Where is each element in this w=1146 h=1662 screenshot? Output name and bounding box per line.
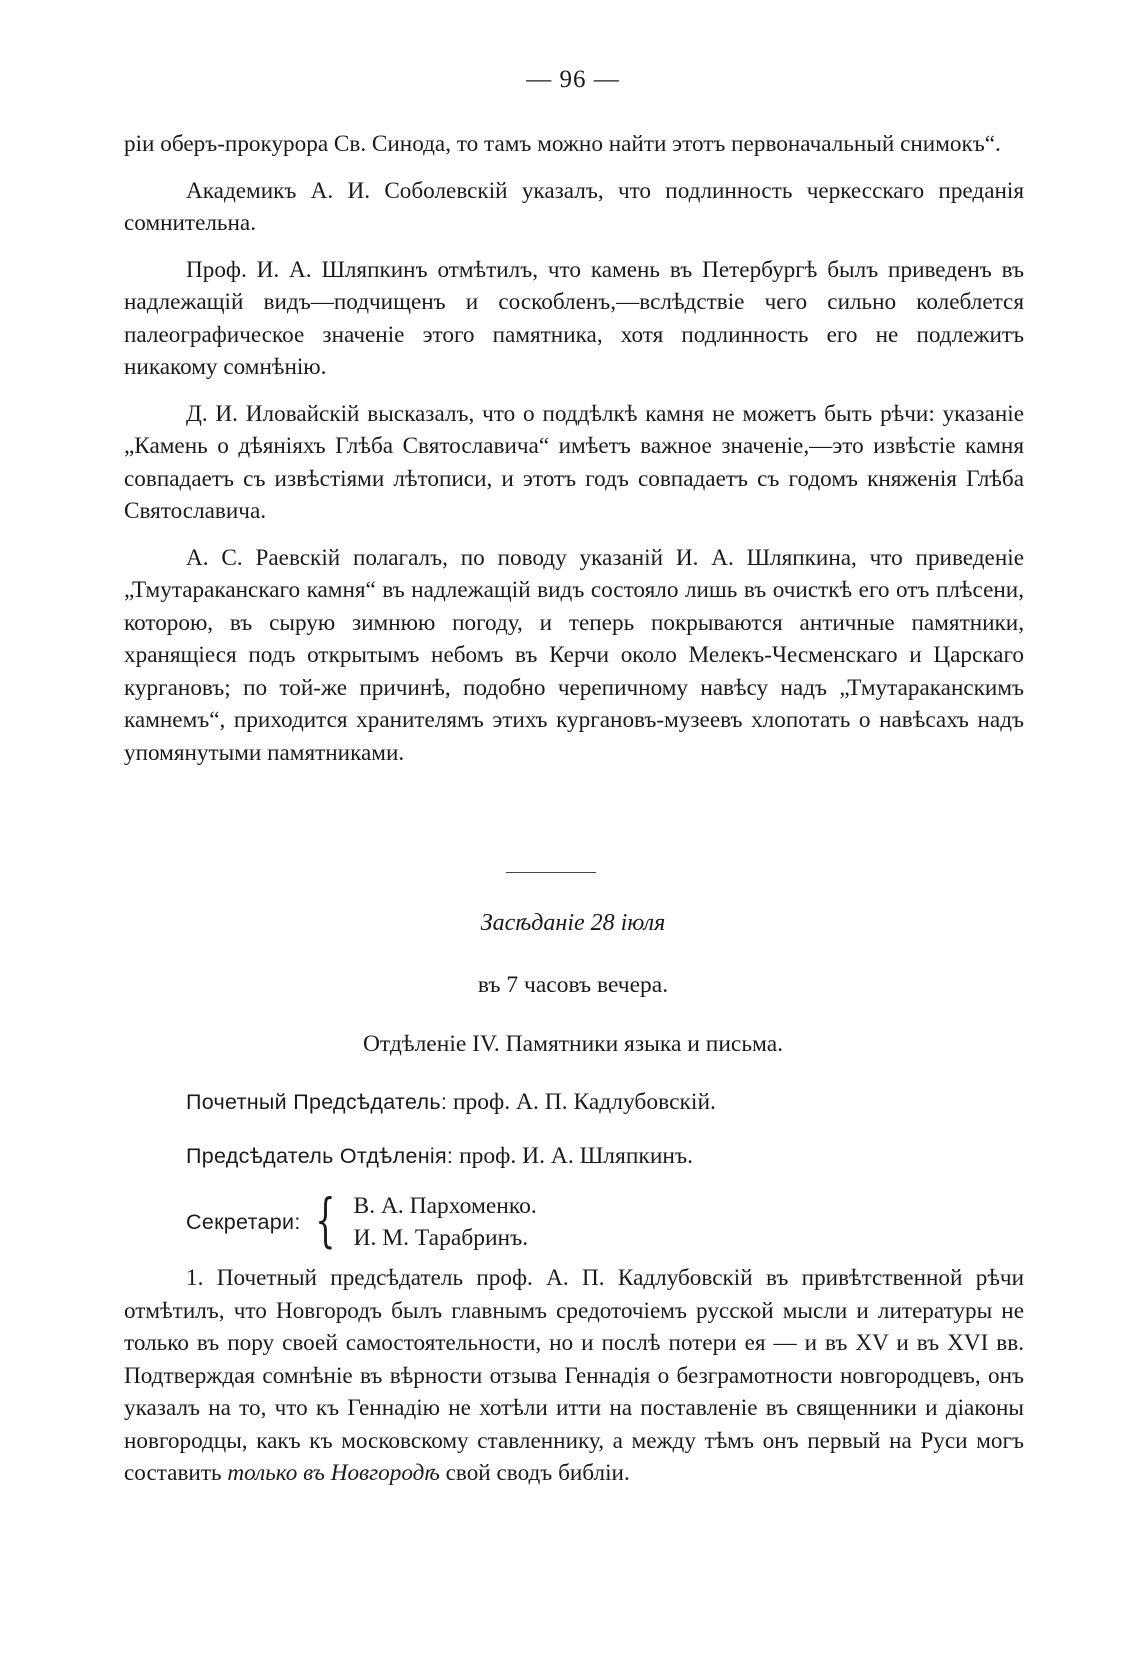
secretaries-names [354, 1190, 537, 1254]
honorary-chairman-name: проф. А. П. Кадлубовскій. [452, 1089, 716, 1115]
paragraph: Академикъ А. И. Соболевскій указалъ, что подлинность черкесскаго преданія сомнительна. [124, 177, 1024, 236]
curly-brace-icon: { [314, 1186, 336, 1254]
top-text-block [124, 128, 1024, 783]
paragraph: А. С. Раевскій полагалъ, по поводу указаній И. А. Шляпкина, что приведеніе „Тмутараканскаго камня“ въ надлежащій видъ состояло лишь въ очисткѣ его отъ плѣсени, которою, въ сырую зимнюю погоду, и теперь покрываются античные памятники, хранящіеся подъ открытымъ небомъ въ Керчи около Мелекъ-Чесменскаго и Царскаго кургановъ; по той-же причинѣ, подобно черепичному навѣсу надъ „Тмутараканскимъ камнемъ“, приходится хранителямъ этихъ кургановъ-музеевъ хлопотать о навѣсахъ надъ упомянутыми памятниками. [124, 544, 1024, 766]
secretary-name: И. М. Тарабринъ. [353, 1225, 529, 1251]
secretaries-block [186, 1186, 537, 1254]
secretary-name: В. А. Пархоменко. [353, 1193, 537, 1219]
paragraph [124, 1262, 1024, 1490]
paragraph: Проф. И. А. Шляпкинъ отмѣтилъ, что камень въ Петербургѣ былъ приведенъ въ надлежащій видъ—подчищенъ и соскобленъ,—вслѣдствіе чего сильно колеблется палеографическое значеніе этого памятника, хотя подлинность его не подлежитъ никакому сомнѣнію. [124, 256, 1024, 380]
paragraph: ріи оберъ-прокурора Св. Синода, то тамъ можно найти этотъ первоначальный снимокъ“. [124, 131, 1001, 157]
section-chairman-line [186, 1143, 693, 1170]
section-chairman-name: проф. И. А. Шляпкинъ. [459, 1143, 694, 1169]
session-time: въ 7 часовъ вечера. [477, 972, 669, 998]
paragraph: Д. И. Иловайскій высказалъ, что о поддѣлкѣ камня не можетъ быть рѣчи: указаніе „Камень о дѣяніяхъ Глѣба Святославича“ имѣетъ важное значеніе,—это извѣстіе камня совпадаетъ съ извѣстіями лѣтописи, и этотъ годъ совпадаетъ съ годомъ княженія Глѣба Святославича. [124, 400, 1024, 524]
honorary-chairman-line [186, 1089, 716, 1116]
paragraph-end: свой сводъ библіи. [445, 1460, 630, 1486]
paragraph-text: 1. Почетный предсѣдатель проф. А. П. Кадлубовскій въ привѣтственной рѣчи отмѣтилъ, что Новгородъ былъ главнымъ средоточіемъ русской мысли и литературы не только въ пору своей самостоятельности, но и послѣ потери ея — и въ XV и въ XVI вв. Подтверждая сомнѣніе въ вѣрности отзыва Геннадія о безграмотности новгородцевъ, онъ указалъ на то, что къ Геннадію не хотѣли итти на поставленіе въ священники и діаконы новгородцы, какъ къ московскому ставленнику, а между тѣмъ онъ первый на Руси могъ составить [124, 1265, 1024, 1486]
honorary-chairman-label: Почетный Предсѣдатель: [186, 1090, 448, 1114]
page-number: — 96 — [526, 66, 620, 93]
session-title: Засѣданіе 28 іюля [480, 910, 666, 936]
bottom-text-block [124, 1262, 1024, 1504]
session-section: Отдѣленіе IV. Памятники языка и письма. [362, 1031, 784, 1057]
section-divider [506, 872, 596, 873]
section-chairman-label: Предсѣдатель Отдѣленія: [186, 1144, 454, 1168]
secretaries-label: Секретари: [186, 1209, 301, 1234]
italic-emphasis: только въ Новгородѣ [227, 1460, 440, 1486]
